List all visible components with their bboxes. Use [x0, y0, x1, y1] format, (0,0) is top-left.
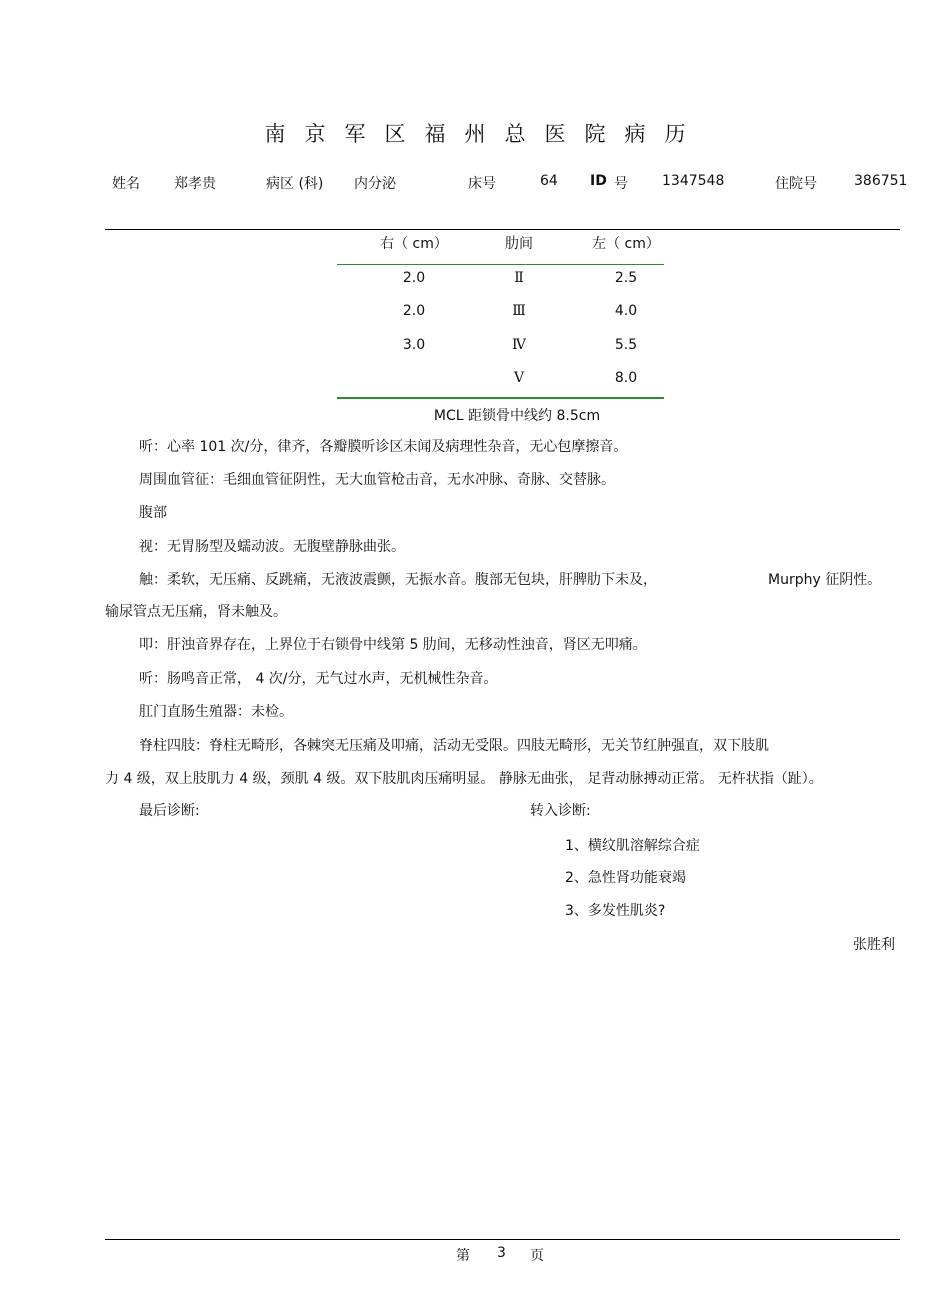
- transfer-diagnosis-label: 转入诊断:: [530, 803, 591, 819]
- abdomen-percussion: 叩：肝浊音界存在，上界位于右锁骨中线第 5 肋间，无移动性浊音，肾区无叩痛。: [139, 637, 647, 653]
- murphy-sign: Murphy 征阴性。: [768, 572, 882, 588]
- left-value: 4.0: [614, 303, 638, 319]
- table-bottom-rule: [337, 397, 664, 399]
- col-header-right: 右（ cm）: [380, 236, 448, 252]
- left-value: 8.0: [614, 370, 638, 386]
- ward-label: 病区 (科): [266, 176, 324, 192]
- anorectal-exam: 肛门直肠生殖器：未检。: [139, 704, 293, 720]
- id-value: 1347548: [662, 173, 725, 189]
- page-title: 南京军区福州总医院病历: [264, 122, 705, 146]
- spine-limbs: 脊柱四肢：脊柱无畸形，各棘突无压痛及叩痛，活动无受限。四肢无畸形，无关节红肿强直，双下肢肌: [139, 738, 769, 754]
- admission-value: 386751: [854, 173, 908, 189]
- header-divider: [105, 229, 900, 230]
- abdomen-heading: 腹部: [139, 505, 167, 521]
- bed-value: 64: [540, 173, 558, 189]
- rib-label: Ⅴ: [513, 370, 525, 386]
- heart-auscultation: 听：心率 101 次/分，律齐，各瓣膜听诊区未闻及病理性杂音，无心包摩擦音。: [139, 439, 628, 455]
- list-item: 1、横纹肌溶解综合症: [565, 838, 700, 854]
- abdomen-inspection: 视：无胃肠型及蠕动波。无腹壁静脉曲张。: [139, 539, 405, 555]
- abdomen-palpation: 触：柔软，无压痛、反跳痛，无液波震颤，无振水音。腹部无包块，肝脾肋下未及，: [139, 572, 657, 588]
- name-label: 姓名: [112, 176, 140, 192]
- id-suffix: 号: [614, 176, 628, 192]
- admission-label: 住院号: [775, 176, 817, 192]
- page-number-value: 3: [497, 1245, 506, 1261]
- col-header-rib: 肋间: [505, 236, 533, 252]
- right-value: 2.0: [402, 270, 426, 286]
- left-value: 2.5: [614, 270, 638, 286]
- right-value: 3.0: [402, 337, 426, 353]
- list-item: 3、多发性肌炎?: [565, 903, 666, 919]
- page-suffix: 页: [530, 1248, 544, 1264]
- bed-label: 床号: [468, 176, 496, 192]
- peripheral-vessel-sign: 周围血管征：毛细血管征阴性，无大血管枪击音，无水冲脉、奇脉、交替脉。: [139, 472, 615, 488]
- mcl-note: MCL 距锁骨中线约 8.5cm: [433, 408, 601, 424]
- final-diagnosis-label: 最后诊断:: [139, 803, 200, 819]
- col-header-left: 左（ cm）: [592, 236, 660, 252]
- id-label: ID: [590, 173, 607, 189]
- right-value: 2.0: [402, 303, 426, 319]
- doctor-signature: 张胜利: [853, 937, 895, 953]
- rib-label: Ⅱ: [514, 270, 524, 286]
- rib-label: Ⅲ: [512, 303, 526, 319]
- name-value: 郑孝贵: [174, 176, 216, 192]
- list-item: 2、急性肾功能衰竭: [565, 870, 686, 886]
- footer-divider: [105, 1239, 900, 1240]
- bowel-auscultation: 听：肠鸣音正常， 4 次/分，无气过水声，无机械性杂音。: [139, 671, 498, 687]
- spine-limbs-cont: 力 4 级，双上肢肌力 4 级，颈肌 4 级。双下肢肌肉压痛明显。 静脉无曲张， 足背动脉搏动正常。 无杵状指（趾）。: [105, 771, 823, 787]
- rib-label: Ⅳ: [512, 337, 526, 353]
- ward-value: 内分泌: [354, 176, 396, 192]
- left-value: 5.5: [614, 337, 638, 353]
- table-header-rule: [337, 264, 664, 265]
- page-prefix: 第: [456, 1248, 470, 1264]
- abdomen-palpation-cont: 输尿管点无压痛，肾未触及。: [105, 604, 287, 620]
